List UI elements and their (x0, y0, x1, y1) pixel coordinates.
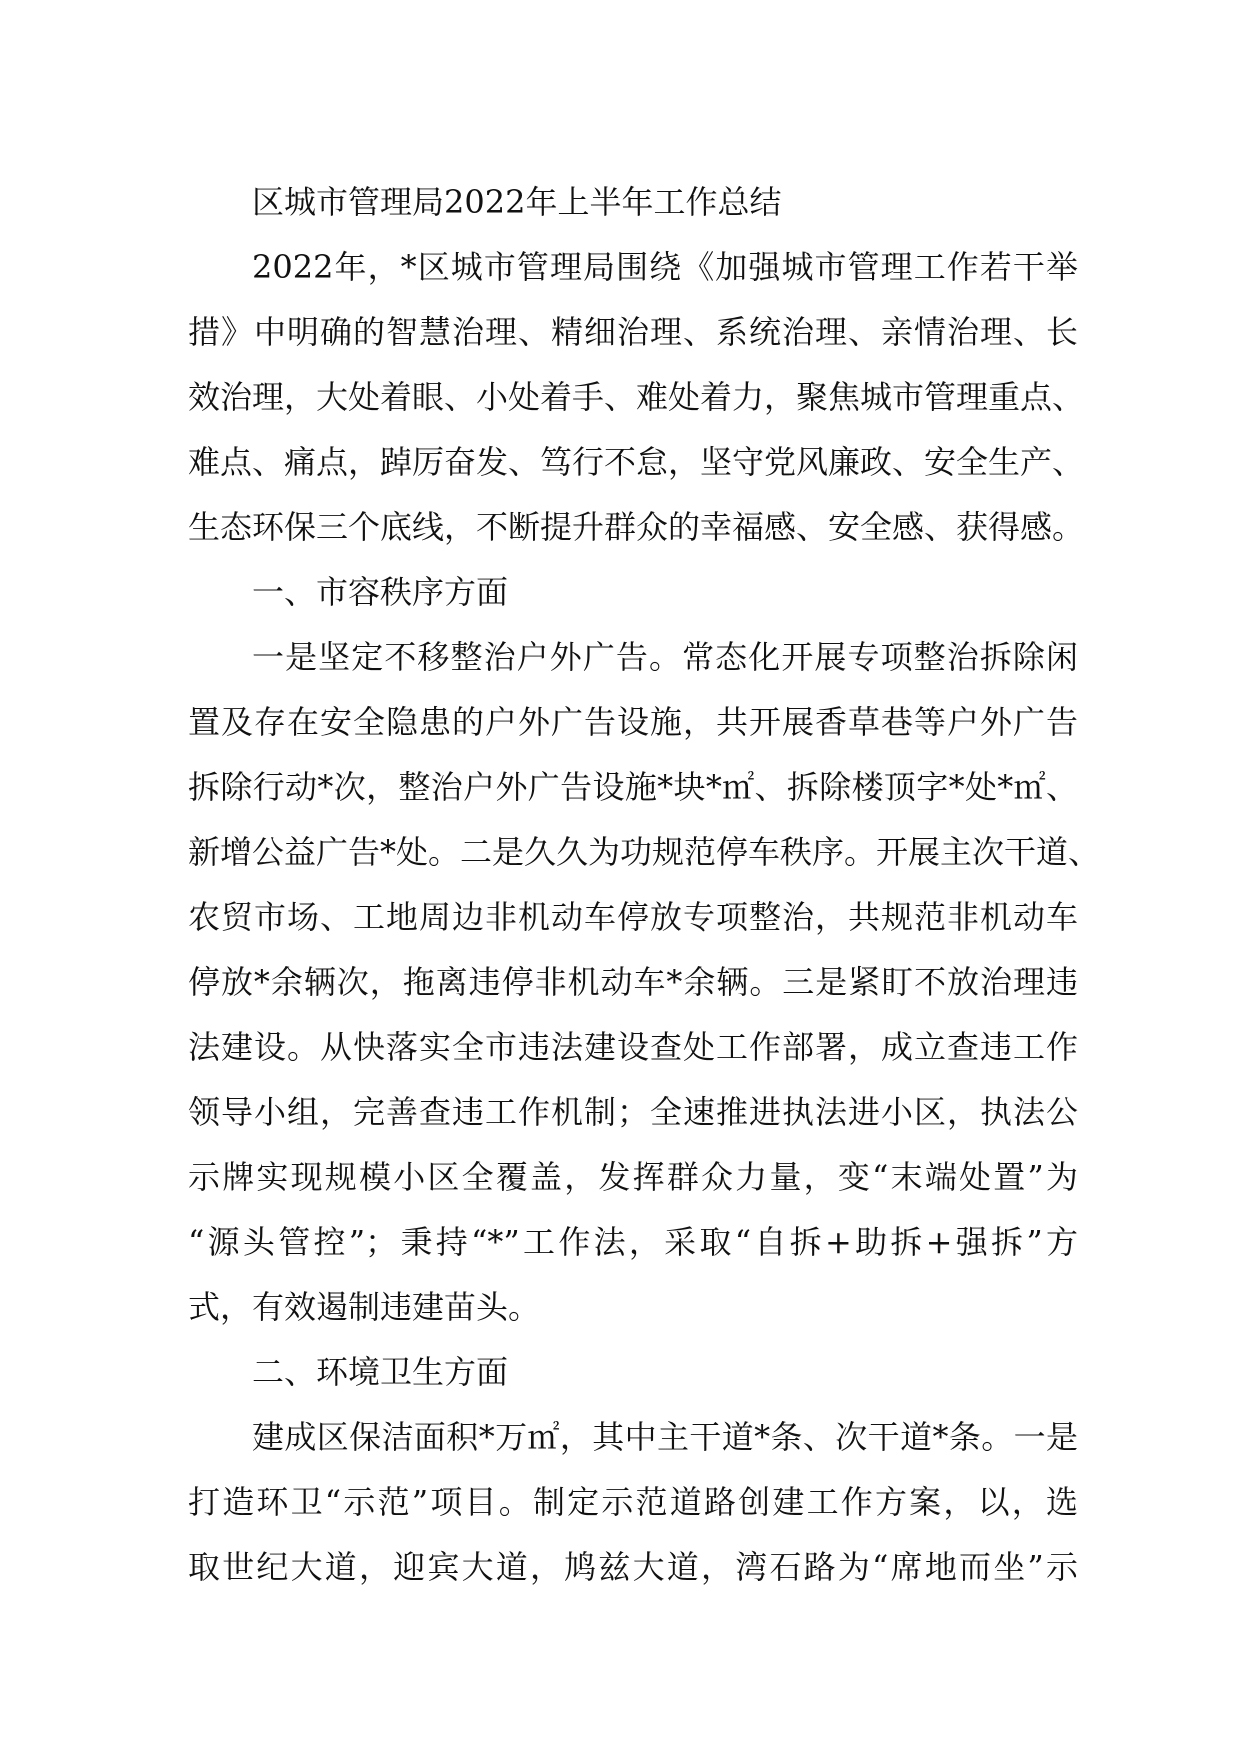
document-body (188, 170, 1101, 1600)
paragraph-line: 停放*余辆次，拖离违停非机动车*余辆。三是紧盯不放治理违 (188, 963, 1078, 1001)
paragraph-line: 措》中明确的智慧治理、精细治理、系统治理、亲情治理、长 (188, 313, 1078, 351)
paragraph-line: 置及存在安全隐患的户外广告设施，共开展香草巷等户外广告 (188, 703, 1078, 741)
paragraph-line: 难点、痛点，踔厉奋发、笃行不怠，坚守党风廉政、安全生产、 (188, 443, 1085, 481)
document-title: 区城市管理局2022年上半年工作总结 (252, 183, 782, 221)
paragraph-line: 效治理，大处着眼、小处着手、难处着力，聚焦城市管理重点、 (188, 378, 1085, 416)
paragraph-line: 打造环卫“示范”项目。制定示范道路创建工作方案，以，选 (188, 1483, 1078, 1521)
paragraph-line: 2022年，*区城市管理局围绕《加强城市管理工作若干举 (252, 248, 1078, 286)
paragraph-line: 示牌实现规模小区全覆盖，发挥群众力量，变“末端处置”为 (188, 1158, 1078, 1196)
paragraph-line: 农贸市场、工地周边非机动车停放专项整治，共规范非机动车 (188, 898, 1078, 936)
paragraph-line: 法建设。从快落实全市违法建设查处工作部署，成立查违工作 (188, 1028, 1078, 1066)
paragraph-line: 建成区保洁面积*万㎡，其中主干道*条、次干道*条。一是 (252, 1418, 1078, 1456)
paragraph-line: 取世纪大道，迎宾大道，鸠兹大道，湾石路为“席地而坐”示 (188, 1548, 1078, 1586)
paragraph-line: 一是坚定不移整治户外广告。常态化开展专项整治拆除闲 (252, 638, 1078, 676)
paragraph-line: “源头管控”；秉持“*”工作法，采取“自拆+助拆+强拆”方 (188, 1223, 1078, 1261)
section-heading: 一、市容秩序方面 (252, 573, 509, 611)
paragraph-line: 式，有效遏制违建苗头。 (188, 1288, 541, 1326)
paragraph-line: 领导小组，完善查违工作机制；全速推进执法进小区，执法公 (188, 1093, 1078, 1131)
section-heading: 二、环境卫生方面 (252, 1353, 509, 1391)
paragraph-line: 拆除行动*次，整治户外广告设施*块*㎡、拆除楼顶字*处*㎡、 (188, 768, 1078, 806)
paragraph-line: 新增公益广告*处。二是久久为功规范停车秩序。开展主次干道、 (188, 833, 1101, 871)
paragraph-line: 生态环保三个底线，不断提升群众的幸福感、安全感、获得感。 (188, 508, 1085, 546)
